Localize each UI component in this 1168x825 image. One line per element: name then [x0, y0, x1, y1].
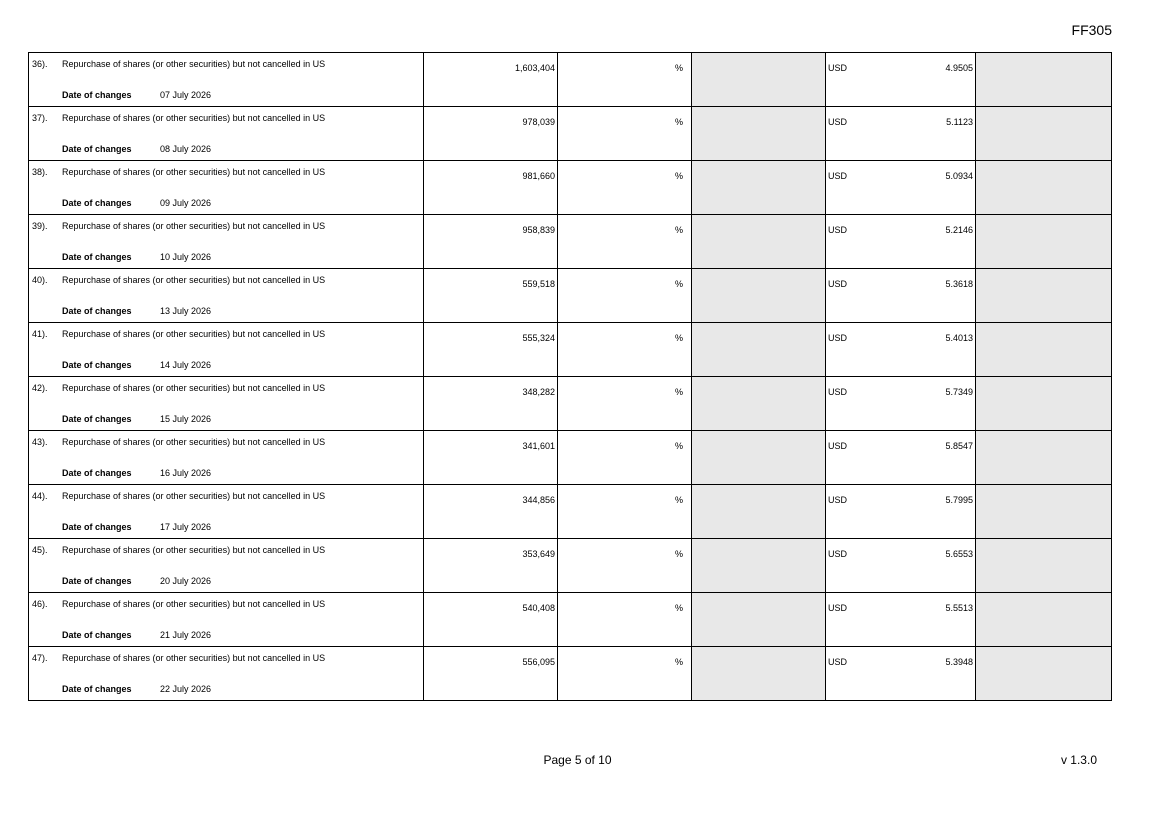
date-of-changes-value: 14 July 2026 — [160, 360, 212, 370]
shaded-cell — [692, 539, 826, 593]
date-of-changes-label: Date of changes — [62, 252, 132, 262]
price-per-share: 5.5513 — [945, 603, 973, 613]
price-cell — [826, 539, 976, 593]
shaded-cell — [692, 323, 826, 377]
price-cell — [826, 431, 976, 485]
price-per-share: 4.9505 — [945, 63, 973, 73]
price-per-share: 5.0934 — [945, 171, 973, 181]
description-cell — [29, 269, 424, 323]
change-description: Repurchase of shares (or other securities) but not cancelled in US — [62, 329, 326, 339]
description-cell — [29, 161, 424, 215]
currency-code: USD — [828, 549, 848, 559]
shaded-cell — [692, 161, 826, 215]
date-of-changes-value: 13 July 2026 — [160, 306, 212, 316]
row-index: 41). — [32, 329, 48, 339]
price-cell — [826, 485, 976, 539]
change-description: Repurchase of shares (or other securities) but not cancelled in US — [62, 221, 326, 231]
row-index: 47). — [32, 653, 48, 663]
percent-cell — [558, 215, 692, 269]
shaded-cell — [692, 107, 826, 161]
row-index: 43). — [32, 437, 48, 447]
table-row — [29, 161, 1112, 215]
currency-code: USD — [828, 387, 848, 397]
shaded-cell — [976, 53, 1112, 107]
shaded-cell — [976, 107, 1112, 161]
percent-sign: % — [674, 603, 683, 613]
number-of-shares: 559,518 — [522, 279, 555, 289]
row-index: 46). — [32, 599, 48, 609]
percent-sign: % — [674, 657, 683, 667]
currency-code: USD — [828, 171, 848, 181]
repurchase-table-body — [29, 53, 1112, 701]
table-row — [29, 107, 1112, 161]
percent-sign: % — [674, 441, 683, 451]
price-cell — [826, 107, 976, 161]
price-per-share: 5.3618 — [945, 279, 973, 289]
row-index: 36). — [32, 59, 48, 69]
row-index: 40). — [32, 275, 48, 285]
row-index: 44). — [32, 491, 48, 501]
shaded-cell — [976, 215, 1112, 269]
shares-cell — [424, 647, 558, 701]
shaded-cell — [976, 431, 1112, 485]
number-of-shares: 344,856 — [522, 495, 555, 505]
currency-code: USD — [828, 603, 848, 613]
currency-code: USD — [828, 279, 848, 289]
change-description: Repurchase of shares (or other securities) but not cancelled in US — [62, 599, 326, 609]
price-per-share: 5.8547 — [945, 441, 973, 451]
change-description: Repurchase of shares (or other securities) but not cancelled in US — [62, 491, 326, 501]
row-index: 37). — [32, 113, 48, 123]
row-index: 38). — [32, 167, 48, 177]
date-of-changes-label: Date of changes — [62, 198, 132, 208]
date-of-changes-label: Date of changes — [62, 522, 132, 532]
percent-sign: % — [674, 117, 683, 127]
shares-cell — [424, 593, 558, 647]
shaded-cell — [692, 593, 826, 647]
shaded-cell — [976, 485, 1112, 539]
date-of-changes-value: 08 July 2026 — [160, 144, 212, 154]
number-of-shares: 540,408 — [522, 603, 555, 613]
shares-cell — [424, 107, 558, 161]
percent-cell — [558, 323, 692, 377]
table-row — [29, 269, 1112, 323]
description-cell — [29, 647, 424, 701]
change-description: Repurchase of shares (or other securities) but not cancelled in US — [62, 437, 326, 447]
shaded-cell — [692, 53, 826, 107]
date-of-changes-value: 15 July 2026 — [160, 414, 212, 424]
price-cell — [826, 53, 976, 107]
change-description: Repurchase of shares (or other securities) but not cancelled in US — [62, 545, 326, 555]
change-description: Repurchase of shares (or other securities) but not cancelled in US — [62, 653, 326, 663]
change-description: Repurchase of shares (or other securities) but not cancelled in US — [62, 167, 326, 177]
currency-code: USD — [828, 657, 848, 667]
percent-cell — [558, 647, 692, 701]
date-of-changes-label: Date of changes — [62, 360, 132, 370]
date-of-changes-label: Date of changes — [62, 414, 132, 424]
date-of-changes-value: 21 July 2026 — [160, 630, 212, 640]
percent-cell — [558, 161, 692, 215]
percent-sign: % — [674, 387, 683, 397]
date-of-changes-value: 10 July 2026 — [160, 252, 212, 262]
number-of-shares: 556,095 — [522, 657, 555, 667]
percent-sign: % — [674, 171, 683, 181]
table-row — [29, 323, 1112, 377]
shares-cell — [424, 215, 558, 269]
number-of-shares: 555,324 — [522, 333, 555, 343]
description-cell — [29, 323, 424, 377]
shaded-cell — [692, 485, 826, 539]
table-row — [29, 485, 1112, 539]
form-code: FF305 — [1071, 22, 1112, 38]
price-cell — [826, 161, 976, 215]
number-of-shares: 1,603,404 — [514, 63, 555, 73]
shaded-cell — [976, 377, 1112, 431]
date-of-changes-value: 16 July 2026 — [160, 468, 212, 478]
percent-cell — [558, 377, 692, 431]
shares-cell — [424, 485, 558, 539]
date-of-changes-label: Date of changes — [62, 630, 132, 640]
percent-cell — [558, 269, 692, 323]
currency-code: USD — [828, 225, 848, 235]
shaded-cell — [692, 269, 826, 323]
date-of-changes-label: Date of changes — [62, 90, 132, 100]
percent-sign: % — [674, 549, 683, 559]
shares-cell — [424, 161, 558, 215]
percent-sign: % — [674, 225, 683, 235]
price-cell — [826, 647, 976, 701]
number-of-shares: 348,282 — [522, 387, 555, 397]
table-row — [29, 377, 1112, 431]
percent-sign: % — [674, 279, 683, 289]
price-per-share: 5.7995 — [945, 495, 973, 505]
row-index: 42). — [32, 383, 48, 393]
currency-code: USD — [828, 495, 848, 505]
table-row — [29, 431, 1112, 485]
description-cell — [29, 539, 424, 593]
percent-cell — [558, 53, 692, 107]
change-description: Repurchase of shares (or other securities) but not cancelled in US — [62, 275, 326, 285]
price-per-share: 5.1123 — [946, 117, 973, 127]
description-cell — [29, 215, 424, 269]
shares-cell — [424, 269, 558, 323]
number-of-shares: 353,649 — [522, 549, 555, 559]
form-version: v 1.3.0 — [1060, 753, 1097, 767]
number-of-shares: 981,660 — [522, 171, 555, 181]
percent-sign: % — [674, 63, 683, 73]
price-cell — [826, 323, 976, 377]
table-row — [29, 593, 1112, 647]
change-description: Repurchase of shares (or other securities) but not cancelled in US — [62, 383, 326, 393]
price-per-share: 5.4013 — [945, 333, 973, 343]
table-row — [29, 647, 1112, 701]
shaded-cell — [976, 539, 1112, 593]
percent-sign: % — [674, 495, 683, 505]
description-cell — [29, 431, 424, 485]
shaded-cell — [976, 161, 1112, 215]
price-per-share: 5.6553 — [945, 549, 973, 559]
date-of-changes-value: 09 July 2026 — [160, 198, 212, 208]
shares-cell — [424, 431, 558, 485]
currency-code: USD — [828, 333, 848, 343]
number-of-shares: 978,039 — [522, 117, 555, 127]
percent-sign: % — [674, 333, 683, 343]
description-cell — [29, 53, 424, 107]
currency-code: USD — [828, 117, 848, 127]
shares-cell — [424, 539, 558, 593]
percent-cell — [558, 431, 692, 485]
date-of-changes-value: 07 July 2026 — [160, 90, 212, 100]
row-index: 39). — [32, 221, 48, 231]
shares-cell — [424, 53, 558, 107]
table-row — [29, 215, 1112, 269]
shaded-cell — [976, 269, 1112, 323]
shaded-cell — [692, 647, 826, 701]
shares-cell — [424, 377, 558, 431]
date-of-changes-value: 22 July 2026 — [160, 684, 212, 694]
repurchase-table — [28, 52, 1112, 701]
description-cell — [29, 593, 424, 647]
date-of-changes-label: Date of changes — [62, 468, 132, 478]
date-of-changes-label: Date of changes — [62, 684, 132, 694]
date-of-changes-value: 20 July 2026 — [160, 576, 212, 586]
table-row — [29, 539, 1112, 593]
percent-cell — [558, 485, 692, 539]
price-per-share: 5.7349 — [945, 387, 973, 397]
percent-cell — [558, 107, 692, 161]
shaded-cell — [692, 377, 826, 431]
date-of-changes-label: Date of changes — [62, 306, 132, 316]
description-cell — [29, 485, 424, 539]
shaded-cell — [692, 431, 826, 485]
shaded-cell — [976, 593, 1112, 647]
shaded-cell — [976, 323, 1112, 377]
date-of-changes-label: Date of changes — [62, 576, 132, 586]
change-description: Repurchase of shares (or other securities) but not cancelled in US — [62, 59, 326, 69]
page-number: Page 5 of 10 — [543, 753, 612, 767]
row-index: 45). — [32, 545, 48, 555]
shares-cell — [424, 323, 558, 377]
change-description: Repurchase of shares (or other securities) but not cancelled in US — [62, 113, 326, 123]
date-of-changes-value: 17 July 2026 — [160, 522, 212, 532]
percent-cell — [558, 539, 692, 593]
currency-code: USD — [828, 63, 848, 73]
price-per-share: 5.2146 — [945, 225, 973, 235]
description-cell — [29, 377, 424, 431]
number-of-shares: 958,839 — [522, 225, 555, 235]
description-cell — [29, 107, 424, 161]
table-row — [29, 53, 1112, 107]
price-cell — [826, 215, 976, 269]
date-of-changes-label: Date of changes — [62, 144, 132, 154]
shaded-cell — [976, 647, 1112, 701]
price-per-share: 5.3948 — [945, 657, 973, 667]
price-cell — [826, 377, 976, 431]
currency-code: USD — [828, 441, 848, 451]
price-cell — [826, 269, 976, 323]
price-cell — [826, 593, 976, 647]
percent-cell — [558, 593, 692, 647]
number-of-shares: 341,601 — [522, 441, 555, 451]
shaded-cell — [692, 215, 826, 269]
